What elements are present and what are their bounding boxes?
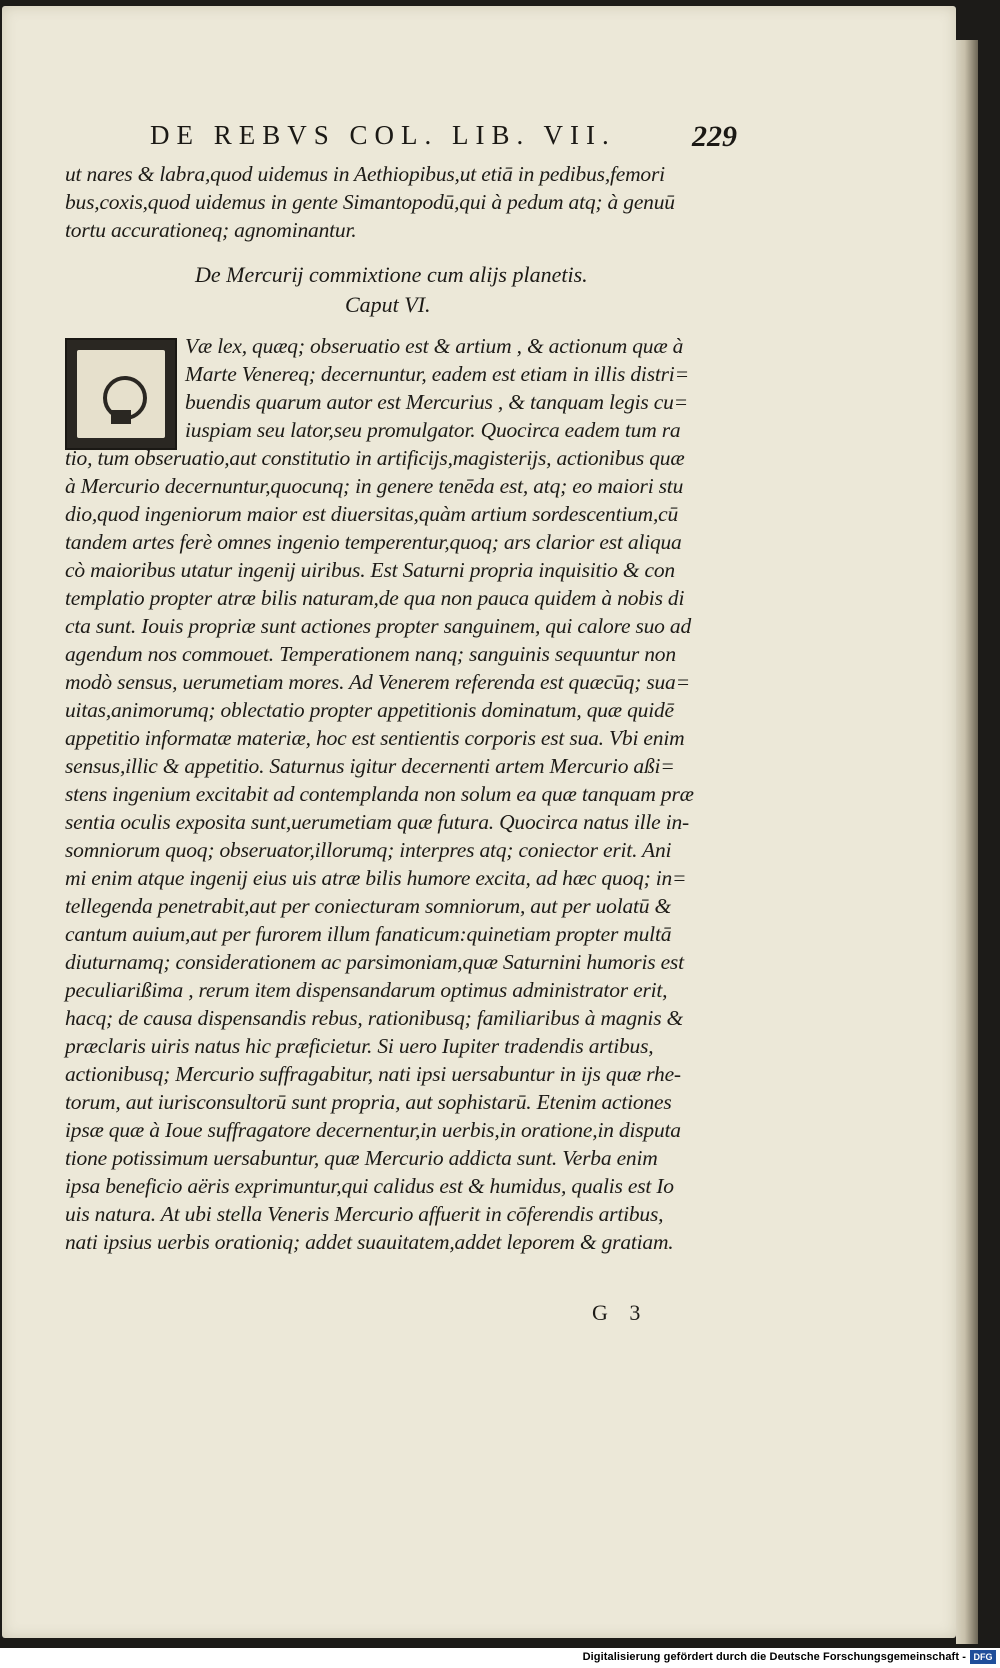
body-line: nati ipsius uerbis orationiq; addet suauitatem,addet leporem & gratiam. <box>65 1230 674 1254</box>
body-line: uis natura. At ubi stella Veneris Mercurio affuerit in cōferendis artibus, <box>65 1202 664 1226</box>
body-line: templatio propter atræ bilis naturam,de qua non pauca quidem à nobis di <box>65 586 685 610</box>
initial-ornament <box>77 350 165 438</box>
dfg-logo: DFG <box>970 1650 996 1664</box>
body-line: dio,quod ingeniorum maior est diuersitas,quàm artium sordescentium,cū <box>65 502 679 526</box>
body-line: cantum auium,aut per furorem illum fanaticum:quinetiam propter multā <box>65 922 672 946</box>
intro-line: tortu accurationeq; agnominantur. <box>65 218 357 242</box>
body-line: cò maioribus utatur ingenij uiribus. Est Saturni propria inquisitio & con <box>65 558 675 582</box>
intro-line: ut nares & labra,quod uidemus in Aethiopibus,ut etiā in pedibus,femori <box>65 162 665 186</box>
body-line: ipsa beneficio aëris exprimuntur,qui calidus est & humidus, qualis est Io <box>65 1174 674 1198</box>
body-line: uitas,animorumq; oblectatio propter appetitionis dominatum, quæ quidē <box>65 698 674 722</box>
body-line: peculiarißima , rerum item dispensandarum optimus administrator erit, <box>65 978 668 1002</box>
body-line: tellegenda penetrabit,aut per coniecturam somniorum, aut per uolatū & <box>65 894 672 918</box>
body-line: sensus,illic & appetitio. Saturnus igitur decernenti artem Mercurio aßi= <box>65 754 675 778</box>
body-line: agendum nos commouet. Temperationem nanq; sanguinis sequuntur non <box>65 642 676 666</box>
indented-line: buendis quarum autor est Mercurius , & tanquam legis cu= <box>185 390 688 414</box>
body-line: somniorum quoq; obseruator,illorumq; interpres atq; coniector erit. Ani <box>65 838 672 862</box>
body-line: tione potissimum uersabuntur, quæ Mercurio addicta sunt. Verba enim <box>65 1146 658 1170</box>
running-head: DE REBVS COL. LIB. VII. <box>150 120 616 150</box>
indented-line: Marte Venereq; decernuntur, eadem est etiam in illis distri= <box>185 362 689 386</box>
intro-line: bus,coxis,quod uidemus in gente Simantopodū,qui à pedum atq; à genuū <box>65 190 675 214</box>
body-line: hacq; de causa dispensandis rebus, rationibusq; familiaribus à magnis & <box>65 1006 684 1030</box>
body-line: præclaris uiris natus hic præficietur. Si uero Iupiter tradendis artibus, <box>65 1034 654 1058</box>
body-line: tandem artes ferè omnes ingenio temperentur,quoq; ars clarior est aliqua <box>65 530 682 554</box>
body-line: modò sensus, uerumetiam mores. Ad Venerem referenda est quæcūq; sua= <box>65 670 690 694</box>
body-line: tio, tum obseruatio,aut constitutio in artificijs,magisterijs, actionibus quæ <box>65 446 685 470</box>
page-edge <box>956 40 978 1644</box>
body-line: diuturnamq; considerationem ac parsimoniam,quæ Saturnini humoris est <box>65 950 684 974</box>
body-line: cta sunt. Iouis propriæ sunt actiones propter sanguinem, qui calore suo ad <box>65 614 692 638</box>
indented-line: iuspiam seu lator,seu promulgator. Quocirca eadem tum ra <box>185 418 681 442</box>
body-line: à Mercurio decernuntur,quocunq; in genere tenēda est, atq; eo maiori stu <box>65 474 684 498</box>
body-line: torum, aut iurisconsultorū sunt propria, aut sophistarū. Etenim actiones <box>65 1090 672 1114</box>
body-line: mi enim atque ingenij eius uis atræ bilis humore excita, ad hæc quoq; in= <box>65 866 687 890</box>
page-number: 229 <box>692 120 737 153</box>
decorated-initial <box>65 338 177 450</box>
funding-notice: Digitalisierung gefördert durch die Deutsche Forschungsgemeinschaft - <box>582 1651 966 1663</box>
signature-mark: G 3 <box>592 1300 649 1325</box>
chapter-number: Caput VI. <box>345 292 431 317</box>
body-line: stens ingenium excitabit ad contemplanda non solum ea quæ tanquam præ <box>65 782 694 806</box>
body-line: appetitio informatæ materiæ, hoc est sentientis corporis est sua. Vbi enim <box>65 726 685 750</box>
indented-line: Væ lex, quæq; obseruatio est & artium , & actionum quæ à <box>185 334 684 358</box>
footer-bar <box>0 1648 1000 1668</box>
chapter-title: De Mercurij commixtione cum alijs planetis. <box>195 262 588 287</box>
body-line: sentia oculis exposita sunt,uerumetiam quæ futura. Quocirca natus ille in- <box>65 810 689 834</box>
body-line: ipsæ quæ à Ioue suffragatore decernentur,in uerbis,in oratione,in disputa <box>65 1118 681 1142</box>
body-line: actionibusq; Mercurio suffragabitur, nati ipsi uersabuntur in ijs quæ rhe- <box>65 1062 681 1086</box>
initial-ornament-base <box>111 410 131 424</box>
